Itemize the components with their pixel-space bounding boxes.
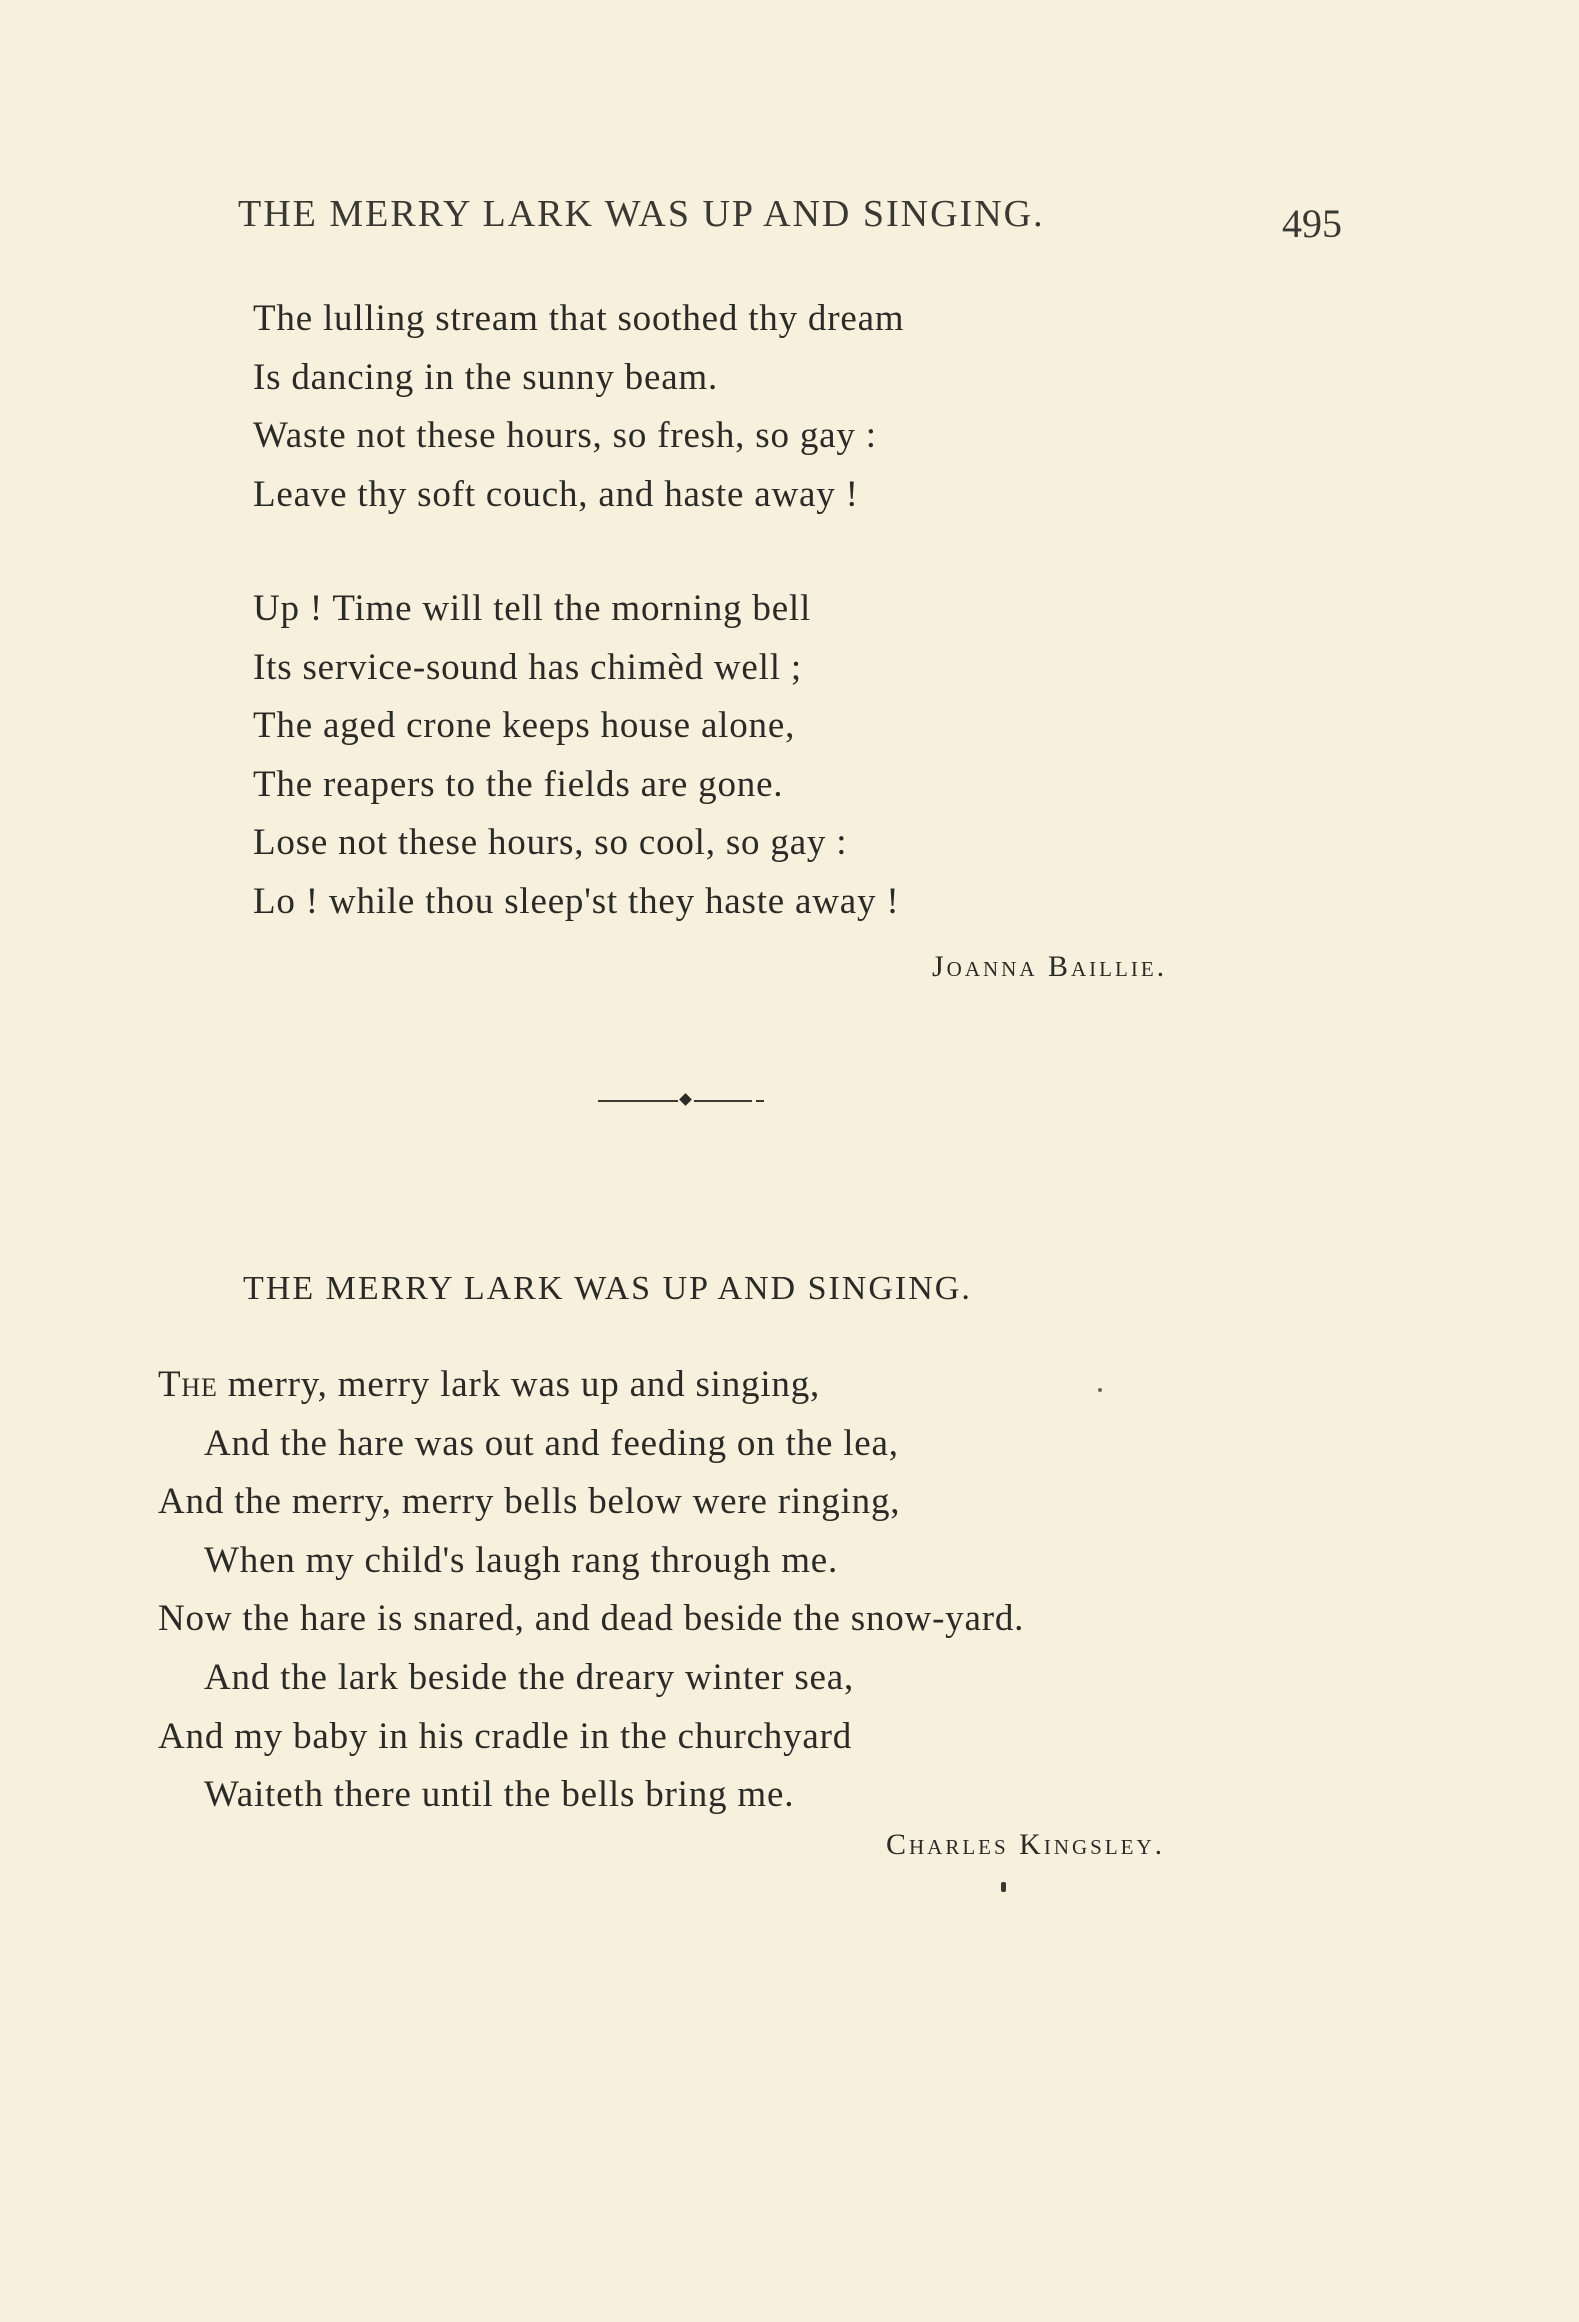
- diamond-icon: [679, 1093, 692, 1106]
- verse-line: Waiteth there until the bells bring me.: [204, 1774, 795, 1816]
- verse-line: Lose not these hours, so cool, so gay :: [253, 822, 848, 863]
- verse-line: And my baby in his cradle in the churchyard: [158, 1715, 853, 1757]
- verse-line: Leave thy soft couch, and haste away !: [253, 473, 859, 515]
- drop-cap-word: The: [158, 1364, 218, 1405]
- poem2-title: THE MERRY LARK WAS UP AND SINGING.: [243, 1270, 972, 1307]
- page-number: 495: [1282, 201, 1342, 246]
- verse-line: When my child's laugh rang through me.: [204, 1539, 839, 1581]
- poem1-stanza-2: [253, 580, 899, 931]
- verse-line: Waste not these hours, so fresh, so gay :: [253, 415, 877, 456]
- verse-line: Up ! Time will tell the morning bell: [253, 588, 812, 629]
- verse-line: Now the hare is snared, and dead beside the snow-yard.: [158, 1598, 1025, 1640]
- verse-line: The lulling stream that soothed thy dream: [253, 298, 905, 339]
- verse-line: And the merry, merry bells below were ringing,: [158, 1481, 901, 1523]
- poem1-stanza-1: [253, 290, 904, 524]
- section-divider-ornament: [598, 1098, 764, 1104]
- running-title: THE MERRY LARK WAS UP AND SINGING.: [238, 193, 1045, 235]
- verse-line: The aged crone keeps house alone,: [253, 705, 796, 746]
- poem1-author: Joanna Baillie.: [932, 950, 1168, 983]
- verse-line: Its service-sound has chimèd well ;: [253, 646, 802, 688]
- printer-mark: [1001, 1882, 1006, 1892]
- poem2-author: Charles Kingsley.: [886, 1828, 1166, 1861]
- print-speck: [1098, 1388, 1102, 1392]
- verse-line: Is dancing in the sunny beam.: [253, 356, 719, 398]
- verse-line: Lo ! while thou sleep'st they haste away !: [253, 880, 900, 922]
- verse-line: And the hare was out and feeding on the lea,: [204, 1422, 899, 1464]
- verse-line: And the lark beside the dreary winter sea,: [204, 1656, 855, 1698]
- poem2-stanza: [0, 1356, 1024, 1825]
- verse-line: The reapers to the fields are gone.: [253, 763, 784, 805]
- verse-line: [0, 1356, 1024, 1415]
- verse-line-rest: merry, merry lark was up and singing,: [217, 1364, 821, 1405]
